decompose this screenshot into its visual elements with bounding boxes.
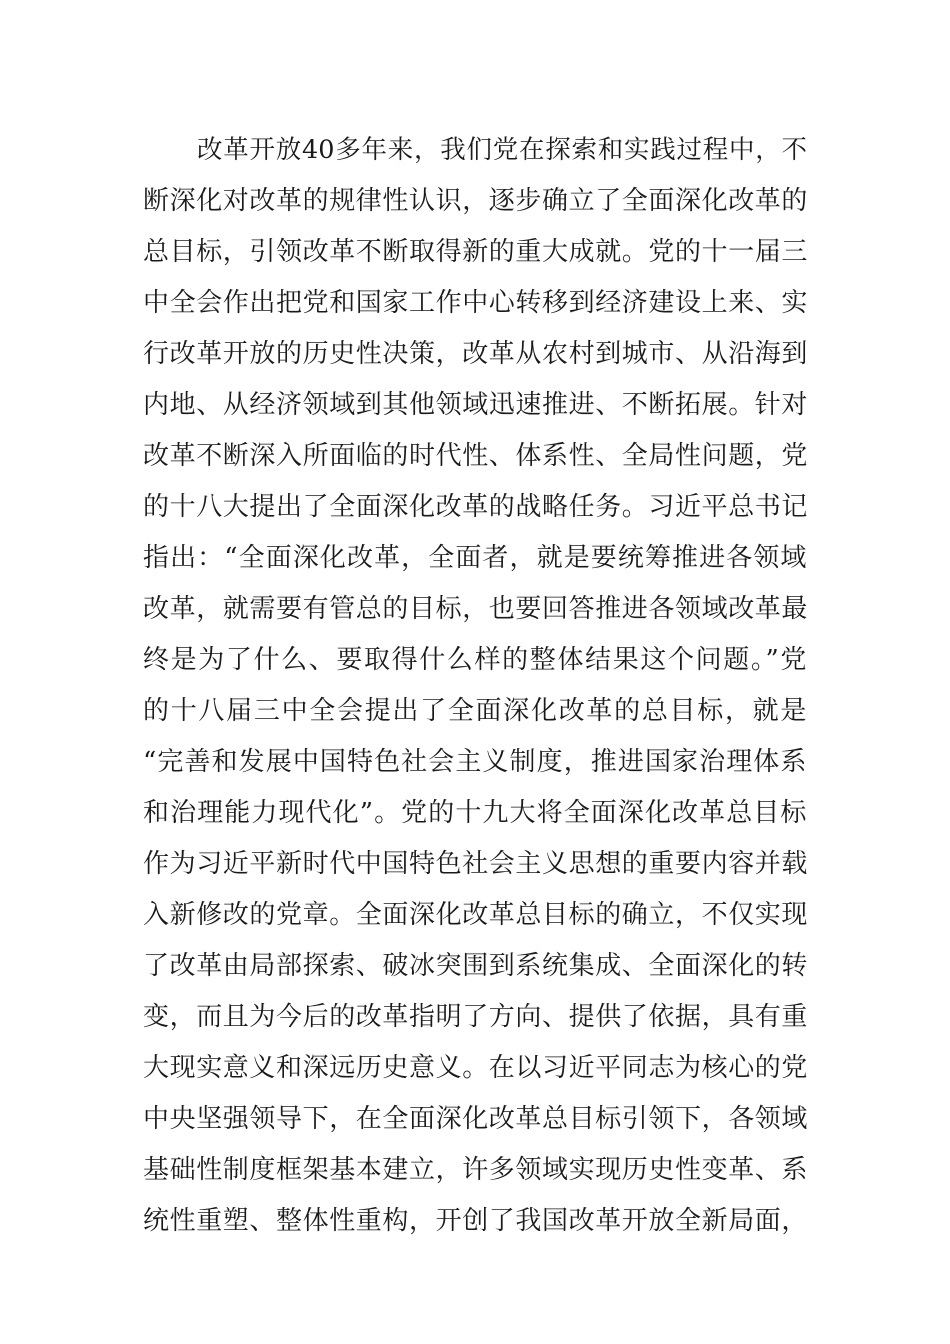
paragraph-line: 统性重塑、整体性重构，开创了我国改革开放全新局面， (143, 1206, 809, 1236)
paragraph-line: 内地、从经济领域到其他领域迅速推进、不断拓展。针对 (143, 390, 809, 420)
paragraph-line: 变，而且为今后的改革指明了方向、提供了依据，具有重 (143, 1002, 809, 1032)
paragraph-line: 指出：“全面深化改革，全面者，就是要统筹推进各领域 (143, 543, 807, 573)
paragraph-line: 基础性制度框架基本建立，许多领域实现历史性变革、系 (143, 1155, 809, 1185)
paragraph-line: 大现实意义和深远历史意义。在以习近平同志为核心的党 (143, 1053, 809, 1083)
paragraph-line: 的十八大提出了全面深化改革的战略任务。习近平总书记 (143, 492, 809, 522)
paragraph-line: 中央坚强领导下，在全面深化改革总目标引领下，各领域 (143, 1104, 809, 1134)
paragraph-line: 改革开放40多年来，我们党在探索和实践过程中，不 (197, 135, 807, 165)
paragraph-line: 中全会作出把党和国家工作中心转移到经济建设上来、实 (143, 288, 809, 318)
paragraph-line: 的十八届三中全会提出了全面深化改革的总目标，就是 (143, 696, 807, 726)
paragraph-line: 改革不断深入所面临的时代性、体系性、全局性问题，党 (143, 441, 809, 471)
paragraph-line: 作为习近平新时代中国特色社会主义思想的重要内容并载 (143, 849, 809, 879)
paragraph-line: 总目标，引领改革不断取得新的重大成就。党的十一届三 (143, 237, 809, 267)
paragraph-line: 了改革由局部探索、破冰突围到系统集成、全面深化的转 (143, 951, 809, 981)
paragraph-line: 行改革开放的历史性决策，改革从农村到城市、从沿海到 (143, 339, 809, 369)
paragraph-line: 改革，就需要有管总的目标，也要回答推进各领域改革最 (143, 594, 809, 624)
paragraph-line: 和治理能力现代化”。党的十九大将全面深化改革总目标 (143, 798, 807, 828)
paragraph-line: 断深化对改革的规律性认识，逐步确立了全面深化改革的 (143, 186, 809, 216)
paragraph-line: “完善和发展中国特色社会主义制度，推进国家治理体系 (143, 747, 807, 777)
paragraph-line: 终是为了什么、要取得什么样的整体结果这个问题。”党 (143, 645, 807, 675)
paragraph-line: 入新修改的党章。全面深化改革总目标的确立，不仅实现 (143, 900, 809, 930)
